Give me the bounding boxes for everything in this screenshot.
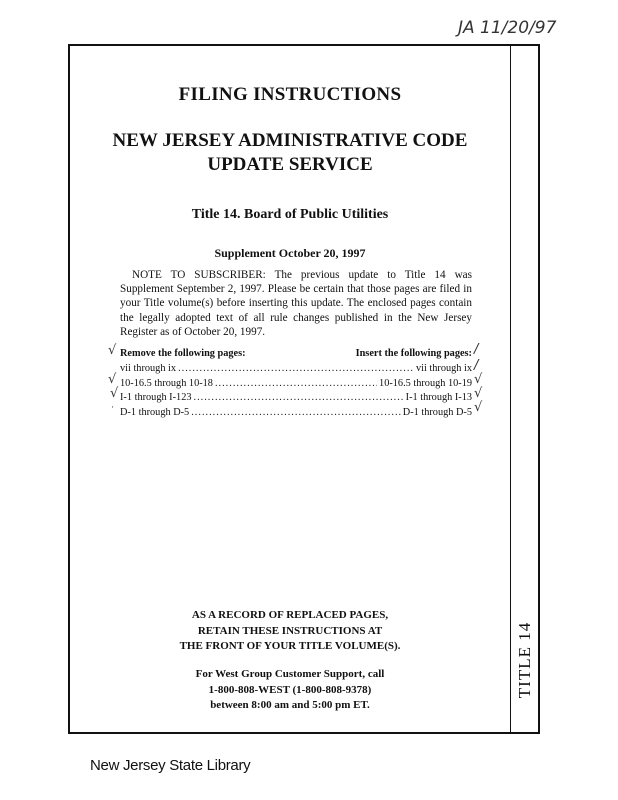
subscriber-note [120, 268, 472, 339]
insert-pages: D-1 through D-5 [402, 406, 472, 418]
remove-pages: D-1 through D-5 [120, 406, 190, 418]
check-mark-icon: √ [474, 386, 483, 401]
insert-pages: vii through ix [415, 363, 472, 374]
check-mark-icon: √ [108, 372, 117, 387]
library-footer: New Jersey State Library [90, 757, 251, 774]
check-mark-icon: √ [108, 343, 117, 358]
record-line-1: AS A RECORD OF REPLACED PAGES, [191, 609, 389, 621]
subscriber-note-text: NOTE TO SUBSCRIBER: The previous update to Title 14 was Supplement September 2, 1997. Please be certain that those pages are filed in your Title volume(s) before inserting this update. The enclosed pages contain the legally adopted text of all rule changes published in the New Jersey Register as of October 20, 1997. [120, 269, 472, 338]
remove-pages: vii through ix [120, 363, 177, 374]
check-mark-icon: / [474, 358, 479, 373]
leader-dots [215, 378, 377, 389]
support-line-2: 1-800-808-WEST (1-800-808-9378) [208, 683, 372, 696]
code-title: Title 14. Board of Public Utilities [191, 207, 389, 222]
support-line-1: For West Group Customer Support, call [195, 668, 385, 680]
subtitle-line-1: NEW JERSEY ADMINISTRATIVE CODE [112, 130, 468, 151]
leader-dots [178, 363, 414, 374]
instruction-row [120, 392, 472, 407]
insert-pages: 10-16.5 through 10-19 [379, 377, 472, 389]
check-mark-icon: √ [110, 386, 119, 401]
tick-mark-icon: · [111, 403, 114, 413]
insert-pages: I-1 through I-13 [405, 392, 472, 403]
page-title: FILING INSTRUCTIONS [178, 84, 402, 105]
remove-header: Remove the following pages: [120, 348, 246, 359]
record-line-3: THE FRONT OF YOUR TITLE VOLUME(S). [179, 640, 401, 652]
remove-pages: 10-16.5 through 10-18 [120, 377, 213, 389]
subtitle-line-2: UPDATE SERVICE [207, 154, 373, 175]
leader-dots [194, 392, 404, 403]
leader-dots [191, 407, 401, 418]
side-tab [511, 600, 540, 720]
support-line-3: between 8:00 am and 5:00 pm ET. [210, 699, 370, 711]
supplement-date: Supplement October 20, 1997 [214, 246, 366, 260]
check-mark-icon: √ [474, 400, 483, 415]
record-instructions [70, 608, 510, 655]
check-mark-icon: √ [474, 372, 483, 387]
instruction-row [120, 378, 472, 393]
page-instructions-table [120, 348, 472, 421]
check-mark-icon: / [474, 342, 479, 357]
instructions-header [120, 348, 472, 363]
remove-pages: I-1 through I-123 [120, 392, 192, 403]
record-line-2: RETAIN THESE INSTRUCTIONS AT [197, 624, 383, 637]
instruction-row [120, 407, 472, 422]
instruction-row [120, 363, 472, 378]
handwritten-initials-date: JA 11/20/97 [458, 18, 557, 38]
side-tab-label: TITLE 14 [515, 621, 535, 699]
insert-header: Insert the following pages: [355, 348, 472, 359]
customer-support [70, 667, 510, 714]
